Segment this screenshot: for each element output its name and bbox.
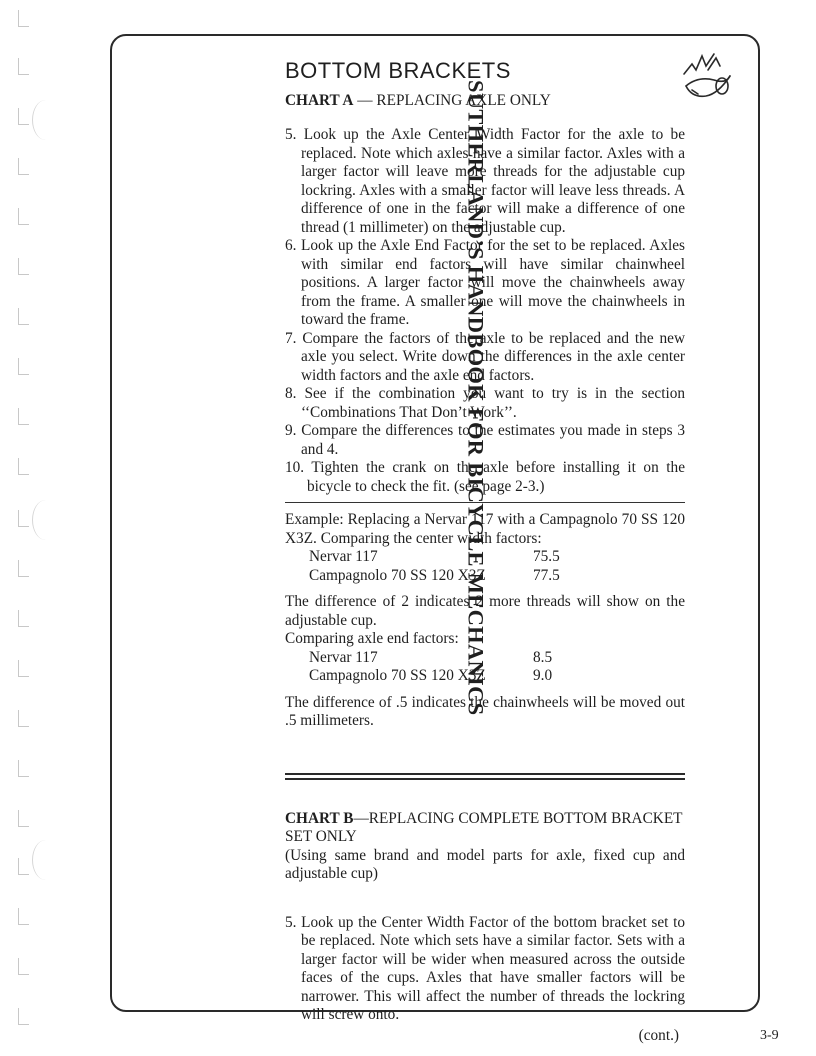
row-label: Nervar 117 bbox=[309, 548, 378, 565]
example-intro: Example: Replacing a Nervar 117 with a Campagnolo 70 SS 120 X3Z. Comparing the center width factors: bbox=[285, 511, 685, 547]
chart-a-subtitle: — REPLACING AXLE ONLY bbox=[357, 92, 551, 109]
row-value: 75.5 bbox=[533, 548, 560, 565]
page-number: 3-9 bbox=[760, 1028, 779, 1043]
row-label: Nervar 117 bbox=[309, 648, 378, 666]
step-item: 5. Look up the Axle Center Width Factor for the axle to be replaced. Note which axles have a similar factor. Axles with a larger factor will leave more threads for the adjustable cup lockring. Axles with a smaller factor will leave less threads. A difference of one in the factor will make a difference of one thread (1 millimeter) on the adjustable cup. bbox=[285, 126, 685, 236]
step-item: 6. Look up the Axle End Factor for the set to be replaced. Axles with similar end factors will have similar chainwheel positions. A larger factor will move the chainwheels away from the frame. A smaller one will move the chainwheels in toward the frame. bbox=[285, 237, 685, 328]
row-label: Campagnolo 70 SS 120 X3Z bbox=[309, 667, 486, 684]
example-diff-end: The difference of .5 indicates the chainwheels will be moved out .5 millimeters. bbox=[285, 693, 685, 729]
continued-label: (cont.) bbox=[638, 1026, 679, 1044]
page-title: BOTTOM BRACKETS bbox=[285, 58, 511, 83]
binding-marks bbox=[18, 0, 48, 1056]
row-value: 8.5 bbox=[533, 648, 553, 666]
row-value: 9.0 bbox=[533, 667, 553, 684]
example-end-intro: Comparing axle end factors: bbox=[285, 630, 459, 647]
chart-b-subtitle: —REPLACING COMPLETE BOTTOM BRACKET SET ONLY bbox=[285, 809, 683, 845]
step-item: 7. Compare the factors of the axle to be replaced and the new axle you select. Write down the differences in the axle center width factors and the axle end factors. bbox=[285, 329, 685, 384]
chart-b-label: CHART B bbox=[285, 809, 354, 827]
row-label: Campagnolo 70 SS 120 X3Z bbox=[309, 566, 486, 584]
step-item: 5. Look up the Center Width Factor of the bottom bracket set to be replaced. Note which sets have a similar factor. Sets with a larger factor will be wider when measured across the outside faces of the cups. Axles that have smaller factors will be narrower. This will affect the number of threads the lockring will screw onto. bbox=[285, 913, 685, 1023]
chart-b-heading bbox=[285, 810, 685, 847]
bicycle-crank-drawing-icon bbox=[678, 46, 738, 106]
step-item: 9. Compare the differences to the estimates you made in steps 3 and 4. bbox=[285, 422, 685, 458]
chart-b-steps bbox=[285, 914, 685, 1025]
side-title-text: SUTHERLAND’S HANDBOOK FOR BICYCLE MECHANICS bbox=[463, 80, 489, 716]
chart-a-label: CHART A bbox=[285, 92, 354, 109]
chart-b-note: (Using same brand and model parts for axle, fixed cup and adjustable cup) bbox=[285, 846, 685, 882]
step-item: 8. See if the combination you want to try is in the section ‘‘Combinations That Don’t Work’’. bbox=[285, 385, 685, 421]
double-divider bbox=[285, 773, 685, 780]
example-diff-center: The difference of 2 indicates 2 more threads will show on the adjustable cup. bbox=[285, 593, 685, 629]
row-value: 77.5 bbox=[533, 566, 560, 584]
step-item: 10. Tighten the crank on the axle before installing it on the bicycle to check the fit. (see page 2-3.) bbox=[285, 459, 685, 495]
